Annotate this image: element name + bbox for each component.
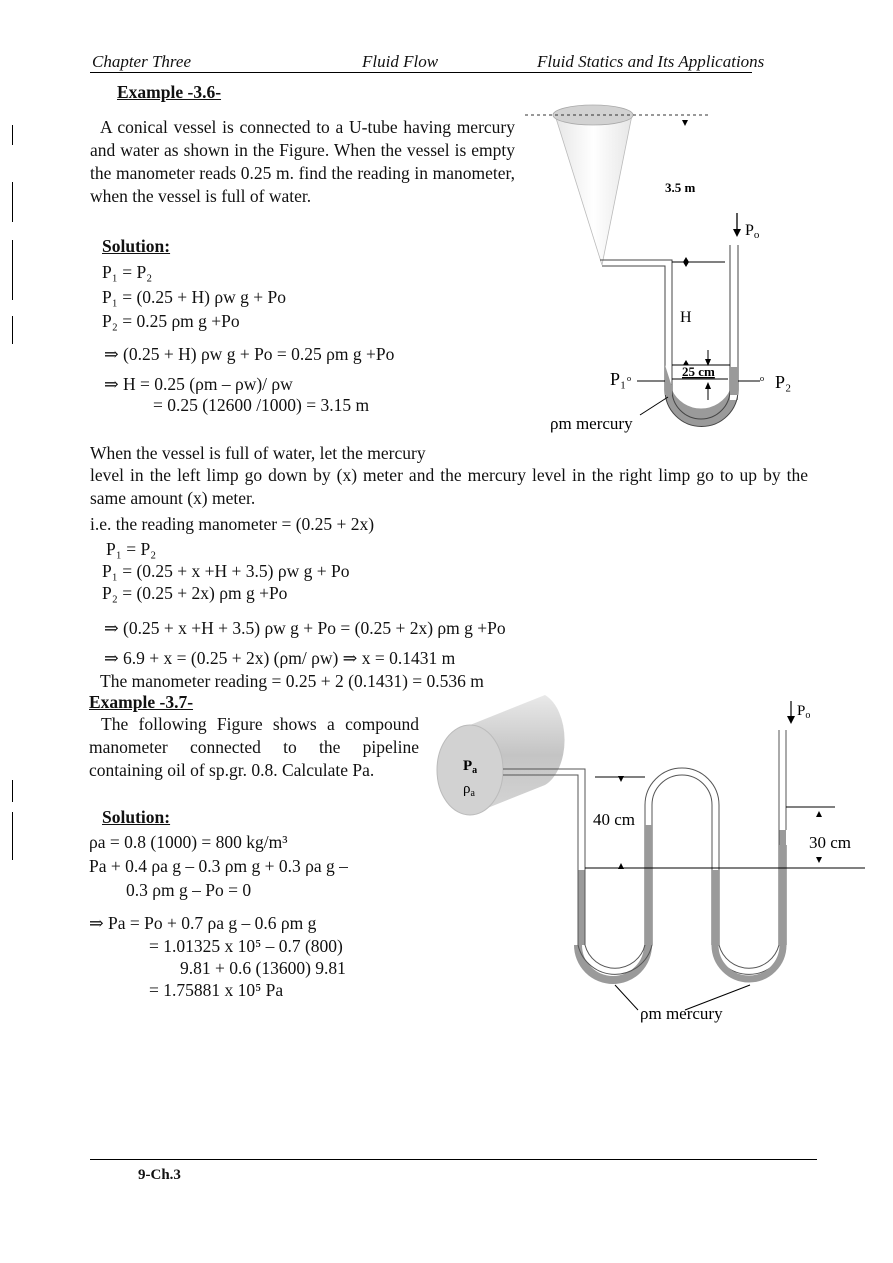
- mercury-label: ρm mercury: [550, 414, 633, 433]
- gap-label: 25 cm: [682, 364, 715, 379]
- dim-arrow: [618, 776, 624, 782]
- dim-arrow: [682, 120, 688, 126]
- dim-arrow: [705, 382, 711, 389]
- margin-mark: [12, 240, 13, 300]
- p2-label: P₂: [775, 372, 792, 392]
- paragraph: level in the left limp go down by (x) meter and the mercury level in the right limp go to up by the same amount (x) meter.: [90, 465, 808, 508]
- dim-arrow: [618, 863, 624, 869]
- po-label: Po: [745, 222, 760, 241]
- margin-mark: [12, 316, 13, 344]
- example-3-6-solution-label: Solution:: [102, 236, 171, 256]
- eq-line: ⇒ (0.25 + H) ρw g + Po = 0.25 ρm g +Po: [104, 344, 395, 364]
- eq-line: ⇒ 6.9 + x = (0.25 + 2x) (ρm/ ρw) ⇒ x = 0.1431 m: [104, 648, 456, 668]
- eq-line: ⇒ H = 0.25 (ρm – ρw)/ ρw: [104, 374, 293, 394]
- po-label: $P_o$: [797, 703, 811, 721]
- eq-line: = 1.01325 x 10⁵ – 0.7 (800): [149, 936, 343, 956]
- rho-a-label: $\rho_a$: [463, 781, 475, 799]
- po-arrow-head: [787, 716, 795, 724]
- pa-label: $P_a$: [463, 758, 478, 776]
- p2-marker: ᵒ: [760, 374, 765, 389]
- h30-label: 30 cm: [809, 833, 852, 852]
- eq-line: 9.81 + 0.6 (13600) 9.81: [180, 958, 346, 978]
- mercury-leader: [615, 985, 638, 1010]
- eq-line: P₂ = 0.25 ρm g +Po: [102, 311, 240, 331]
- mercury-column: [578, 870, 585, 945]
- p1-label: P₁: [610, 369, 627, 389]
- paragraph-line: When the vessel is full of water, let the mercury: [90, 443, 426, 463]
- eq-line: P₁ = (0.25 + H) ρw g + Po: [102, 287, 286, 307]
- figure-compound-manometer: [425, 685, 865, 1030]
- header-section: Fluid Statics and Its Applications: [537, 52, 765, 71]
- mercury-left-column: [665, 385, 672, 395]
- mercury-right-column: [730, 367, 738, 395]
- header-rule: [90, 72, 752, 73]
- mercury-leader: [640, 397, 668, 415]
- result-line: The manometer reading = 0.25 + 2 (0.1431) = 0.536 m: [100, 671, 484, 691]
- eq-line: P₁ = P₂: [106, 539, 157, 559]
- mercury-column: [779, 830, 786, 945]
- dim-arrows: [683, 257, 689, 267]
- eq-line: P₁ = P₂: [102, 262, 153, 282]
- mercury-label: ρm mercury: [640, 1004, 723, 1023]
- margin-mark: [12, 780, 13, 802]
- footer-rule: [90, 1159, 817, 1160]
- example-3-7-solution-label: Solution:: [102, 807, 171, 827]
- height-label: 3.5 m: [665, 180, 696, 195]
- margin-mark: [12, 125, 13, 145]
- eq-line: = 0.25 (12600 /1000) = 3.15 m: [153, 395, 370, 415]
- eq-line: Pa + 0.4 ρa g – 0.3 ρm g + 0.3 ρa g –: [89, 856, 348, 876]
- mercury-column: [712, 870, 719, 945]
- header-topic: Fluid Flow: [362, 52, 439, 71]
- eq-line: ⇒ Pa = Po + 0.7 ρa g – 0.6 ρm g: [89, 913, 317, 933]
- example-3-6-title: Example -3.6-: [117, 82, 222, 102]
- h-label: H: [680, 309, 692, 326]
- figure-conical-vessel-manometer: [520, 95, 810, 445]
- eq-line: P₂ = (0.25 + 2x) ρm g +Po: [102, 583, 288, 603]
- eq-line: ⇒ (0.25 + x +H + 3.5) ρw g + Po = (0.25 + 2x) ρm g +Po: [104, 618, 506, 638]
- p1-marker: ᵒ: [627, 374, 632, 389]
- header-chapter: Chapter Three: [92, 52, 192, 71]
- mercury-column: [645, 825, 652, 945]
- po-arrow-head: [733, 229, 741, 237]
- example-3-7-title: Example -3.7-: [89, 692, 194, 712]
- eq-line: 0.3 ρm g – Po = 0: [126, 880, 252, 900]
- tube-outer-path: [578, 775, 786, 974]
- example-3-7-problem: The following Figure shows a compound manometer connected to the pipeline containing oil of sp.gr. 0.8. Calculate Pa.: [89, 714, 419, 780]
- eq-line: = 1.75881 x 10⁵ Pa: [149, 980, 284, 1000]
- eq-line: P₁ = (0.25 + x +H + 3.5) ρw g + Po: [102, 561, 350, 581]
- example-3-6-problem: A conical vessel is connected to a U-tube having mercury and water as shown in the Figure. When the vessel is empty the manometer reads 0.25 m. find the reading in manometer, when the vessel is full of water.: [90, 117, 515, 206]
- paragraph-line: i.e. the reading manometer = (0.25 + 2x): [90, 514, 375, 534]
- margin-mark: [12, 182, 13, 222]
- h40-label: 40 cm: [593, 810, 636, 829]
- eq-line: ρa = 0.8 (1000) = 800 kg/m³: [89, 832, 288, 852]
- cone-body: [555, 115, 632, 265]
- margin-mark: [12, 812, 13, 860]
- page-number: 9-Ch.3: [138, 1167, 181, 1183]
